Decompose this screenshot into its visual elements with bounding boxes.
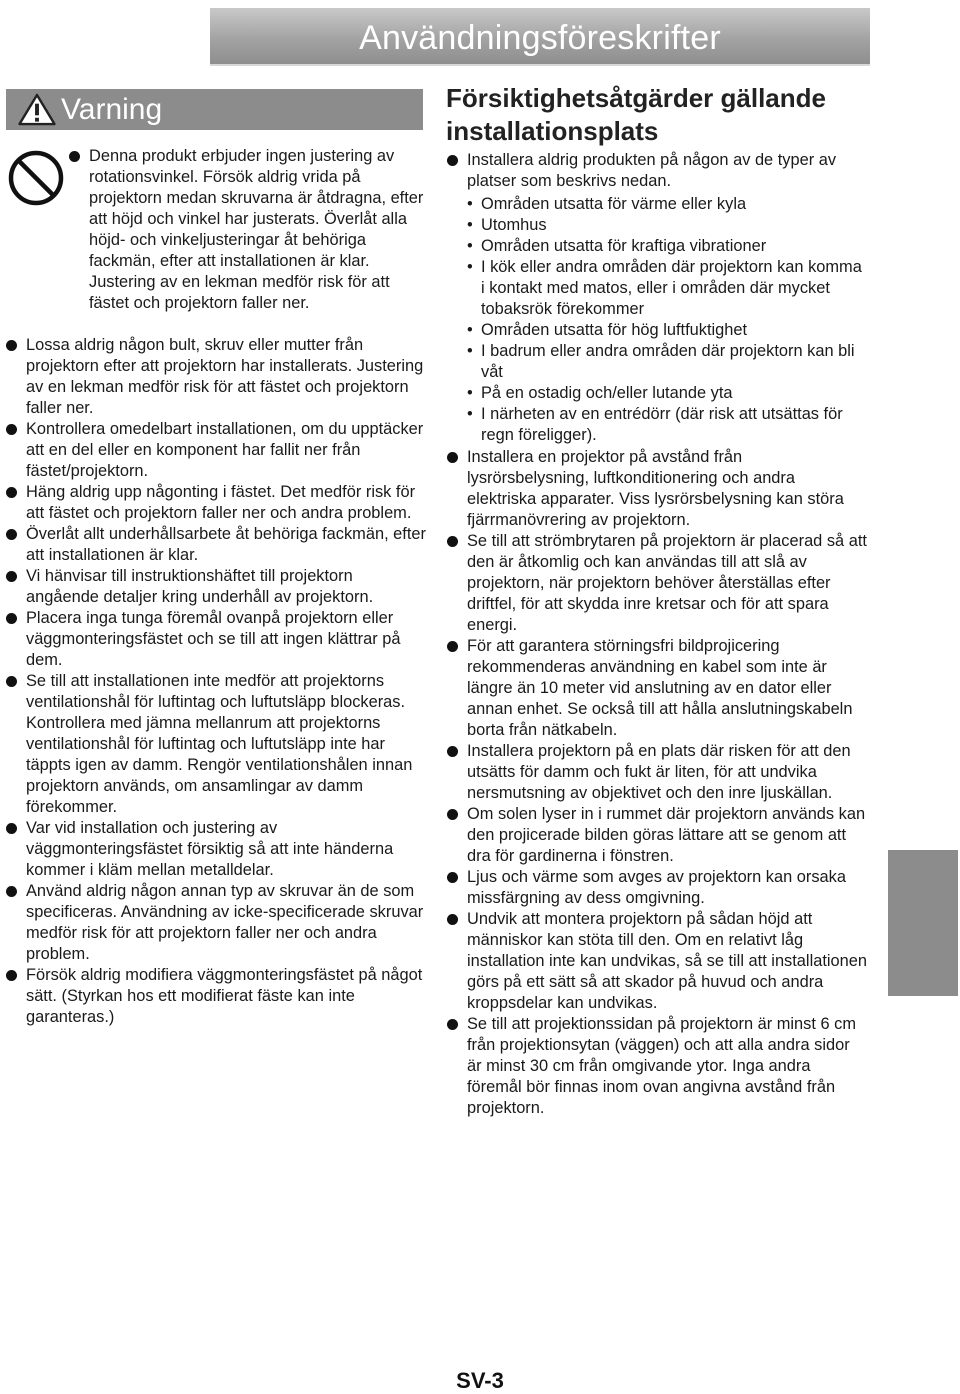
warning-item-text: Överlåt allt underhållsarbete åt behöriga fackmän, efter att installationen är klar. bbox=[26, 525, 426, 564]
warning-heading-bar bbox=[6, 89, 423, 130]
installation-item-text: Installera aldrig produkten på någon av de typer av platser som beskrivs nedan. bbox=[467, 151, 837, 190]
bullet-icon bbox=[6, 886, 17, 897]
warning-item bbox=[26, 566, 426, 608]
installation-item-text: Installera projektorn på en plats där risken för att den utsätts för damm och fukt är liten, för att undvika nersmutsning av objektivet och den inre ljuskällan. bbox=[467, 742, 851, 802]
installation-item bbox=[467, 741, 867, 804]
installation-item-text: Se till att strömbrytaren på projektorn är placerad så att den är åtkomlig och kan användas till att slå av projektorn, när projektorn behöver återställas efter driftfel, för att skydda inre kretsar och för att spara energi. bbox=[467, 532, 867, 634]
side-tab-marker bbox=[888, 850, 958, 996]
warning-title: Varning bbox=[61, 93, 163, 126]
installation-item bbox=[467, 531, 867, 636]
installation-item bbox=[467, 1014, 867, 1119]
warning-item bbox=[89, 146, 424, 314]
installation-item-text: Ljus och värme som avges av projektorn kan orsaka missfärgning av dess omgivning. bbox=[467, 868, 846, 907]
small-bullet-icon: • bbox=[467, 216, 473, 234]
warning-item-text: Var vid installation och justering av väggmonteringsfästet försiktig så att inte händerna kommer i kläm mellan metalldelar. bbox=[26, 819, 394, 879]
installation-item bbox=[467, 636, 867, 741]
bullet-icon bbox=[6, 970, 17, 981]
warning-list bbox=[26, 335, 426, 1028]
warning-triangle-icon bbox=[17, 93, 57, 126]
warning-item bbox=[26, 818, 426, 881]
warning-item bbox=[26, 335, 426, 419]
place-item: • I närheten av en entrédörr (där risk att utsättas för regn föreligger). bbox=[467, 405, 843, 444]
bullet-icon bbox=[6, 340, 17, 351]
bullet-icon bbox=[447, 452, 458, 463]
installation-item-text: Undvik att montera projektorn på sådan höjd att människor kan stöta till den. Om en relativt låg installation inte kan undvikas, så se till att installationen görs på ett sätt så att skador på huvud och andra kroppsdelar kan undvikas. bbox=[467, 910, 867, 1012]
small-bullet-icon: • bbox=[467, 342, 473, 360]
installation-item bbox=[467, 804, 867, 867]
installation-item bbox=[467, 150, 867, 446]
warning-item-text: Lossa aldrig någon bult, skruv eller mutter från projektorn efter att projektorn har installerats. Justering av en lekman medför risk för att fästet och projektorn faller ner. bbox=[26, 336, 424, 417]
place-item: • Områden utsatta för kraftiga vibrationer bbox=[467, 237, 767, 255]
page-title: Användningsföreskrifter bbox=[359, 19, 721, 57]
warning-item bbox=[26, 671, 426, 818]
bullet-icon bbox=[447, 641, 458, 652]
small-bullet-icon: • bbox=[467, 258, 473, 276]
bullet-icon bbox=[447, 746, 458, 757]
warning-item-text: Placera inga tunga föremål ovanpå projektorn eller väggmonteringsfästet och se till att ingen klättrar på dem. bbox=[26, 609, 401, 669]
prohibition-icon bbox=[7, 149, 65, 207]
warning-item-text: Häng aldrig upp någonting i fästet. Det medför risk för att fästet och projektorn faller ner och andra problem. bbox=[26, 483, 416, 522]
warning-item-text: Försök aldrig modifiera väggmonteringsfästet på något sätt. (Styrkan hos ett modifierat fäste kan inte garanteras.) bbox=[26, 966, 423, 1026]
place-item: • I badrum eller andra områden där projektorn kan bli våt bbox=[467, 342, 855, 381]
warning-item bbox=[26, 419, 426, 482]
warning-item bbox=[26, 482, 426, 524]
bullet-icon bbox=[6, 676, 17, 687]
installation-item bbox=[467, 447, 867, 531]
warning-item-text: Använd aldrig någon annan typ av skruvar än de som specificeras. Användning av icke-specificerade skruvar medför risk för att projektorn faller ner och andra problem. bbox=[26, 882, 424, 963]
bullet-icon bbox=[447, 872, 458, 883]
warning-item-text: Se till att installationen inte medför att projektorns ventilationshål för luftintag och luftutsläpp blockeras. Kontrollera med jämna mellanrum att projektorns ventilationshål för luftintag och luftutsläpp inte har täppts igen av damm. Rengör ventilationshålen innan projektorn används, om ansamlingar av damm förekommer. bbox=[26, 672, 413, 816]
warning-item-text: Vi hänvisar till instruktionshäftet till projektorn angående detaljer kring underhåll av projektorn. bbox=[26, 567, 374, 606]
installation-section-title: Försiktighetsåtgärder gällande installationsplats bbox=[446, 83, 826, 146]
installation-item bbox=[467, 909, 867, 1014]
warning-item-text: Kontrollera omedelbart installationen, om du upptäcker att en del eller en komponent har fallit ner från fästet/projektorn. bbox=[26, 420, 424, 480]
installation-item-text: Se till att projektionssidan på projektorn är minst 6 cm från projektionsytan (väggen) och att alla andra sidor är minst 30 cm från omgivande ytor. Inga andra föremål bör finnas inom ovan angivna avstånd från projektorn. bbox=[467, 1015, 856, 1117]
bullet-icon bbox=[6, 487, 17, 498]
page-number: SV-3 bbox=[456, 1368, 504, 1393]
bullet-icon bbox=[6, 613, 17, 624]
installation-item bbox=[467, 867, 867, 909]
warning-item bbox=[26, 524, 426, 566]
installation-item-text: Installera en projektor på avstånd från lysrörsbelysning, luftkonditionering och andra elektriska apparater. Viss lysrörsbelysning kan störa fjärrmanövrering av projektorn. bbox=[467, 448, 844, 529]
installation-item-text: För att garantera störningsfri bildprojicering rekommenderas användning en kabel som inte är längre än 10 meter vid anslutning av en dator eller annan enhet. Se också till att hålla anslutningskabeln borta från nätkabeln. bbox=[467, 637, 853, 739]
bullet-icon bbox=[69, 151, 80, 162]
warning-item bbox=[26, 965, 426, 1028]
small-bullet-icon: • bbox=[467, 384, 473, 402]
small-bullet-icon: • bbox=[467, 321, 473, 339]
place-item: • Områden utsatta för hög luftfuktighet bbox=[467, 321, 748, 339]
installation-item-text: Om solen lyser in i rummet där projektorn används kan den projicerade bilden göras lättare att se genom att dra för gardinerna i fönstren. bbox=[467, 805, 866, 865]
warning-item bbox=[26, 881, 426, 965]
bullet-icon bbox=[447, 914, 458, 925]
place-item: • I kök eller andra områden där projektorn kan komma i kontakt med matos, eller i områden där mycket tobaksrök förekommer bbox=[467, 258, 862, 318]
place-item: • Utomhus bbox=[467, 216, 547, 234]
small-bullet-icon: • bbox=[467, 195, 473, 213]
warning-first-list bbox=[89, 146, 424, 314]
bullet-icon bbox=[447, 536, 458, 547]
bullet-icon bbox=[6, 424, 17, 435]
installation-list bbox=[467, 150, 867, 1119]
bullet-icon bbox=[447, 155, 458, 166]
bullet-icon bbox=[447, 809, 458, 820]
bullet-icon bbox=[447, 1019, 458, 1030]
unsuitable-places-list bbox=[467, 194, 867, 446]
bullet-icon bbox=[6, 823, 17, 834]
small-bullet-icon: • bbox=[467, 405, 473, 423]
bullet-icon bbox=[6, 529, 17, 540]
place-item: • På en ostadig och/eller lutande yta bbox=[467, 384, 733, 402]
warning-item bbox=[26, 608, 426, 671]
small-bullet-icon: • bbox=[467, 237, 473, 255]
place-item: • Områden utsatta för värme eller kyla bbox=[467, 195, 747, 213]
bullet-icon bbox=[6, 571, 17, 582]
warning-item-text: Denna produkt erbjuder ingen justering av rotationsvinkel. Försök aldrig vrida på projektorn medan skruvarna är åtdragna, efter att höjd och vinkel har justerats. Överlåt alla höjd- och vinkeljusteringar åt behöriga fackmän, efter att installationen är klar. Justering av en lekman medför risk för att fästet och projektorn faller ner. bbox=[89, 147, 424, 312]
header-band bbox=[210, 8, 870, 66]
